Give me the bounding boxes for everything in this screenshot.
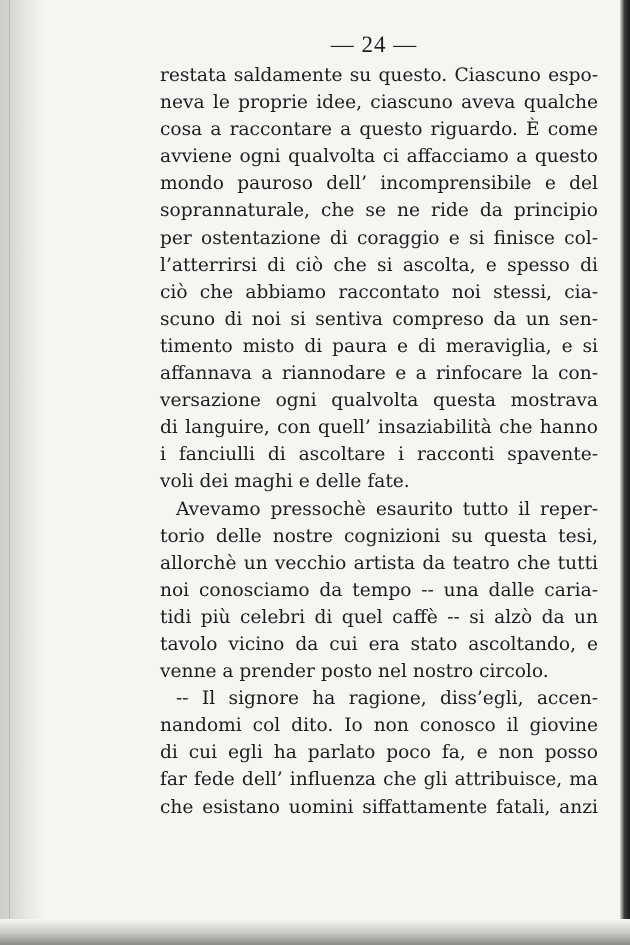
text-line: affannava a riannodare e a rinfocare la con- xyxy=(160,363,598,385)
text-line: di languire, con quell’ insaziabilità che hanno xyxy=(160,417,598,439)
text-line: scuno di noi si sentiva compreso da un sen- xyxy=(160,308,598,330)
page-right-edge xyxy=(620,0,630,945)
text-line: neva le proprie idee, ciascuno aveva qualche xyxy=(160,92,598,114)
text-line: soprannaturale, che se ne ride da principio xyxy=(160,200,598,222)
text-line: ciò che abbiamo raccontato noi stessi, cia- xyxy=(160,281,598,303)
text-line: venne a prender posto nel nostro circolo. xyxy=(160,661,549,683)
text-line: tavolo vicino da cui era stato ascoltando, e xyxy=(160,633,598,655)
text-line: nandomi col dito. Io non conosco il giovine xyxy=(160,715,598,737)
paragraph xyxy=(160,62,598,496)
gutter-fold-line xyxy=(9,0,10,945)
text-line: Avevamo pressochè esaurito tutto il reper- xyxy=(176,498,598,520)
paragraph xyxy=(160,685,598,820)
text-line: i fanciulli di ascoltare i racconti spavente- xyxy=(160,444,598,466)
text-line: cosa a raccontare a questo riguardo. È come xyxy=(160,119,598,141)
paragraph xyxy=(160,496,598,686)
text-line: avviene ogni qualvolta ci affacciamo a questo xyxy=(160,146,598,168)
page-bottom-edge xyxy=(0,919,630,945)
text-line: restata saldamente su questo. Ciascuno espo- xyxy=(160,65,598,86)
text-line: l’atterrirsi di ciò che si ascolta, e spesso di xyxy=(160,254,598,276)
text-line: allorchè un vecchio artista da teatro che tutti xyxy=(160,552,598,574)
text-line: di cui egli ha parlato poco fa, e non posso xyxy=(160,742,598,764)
text-line: per ostentazione di coraggio e si finisce col- xyxy=(160,227,598,249)
text-line: noi conosciamo da tempo -- una dalle caria- xyxy=(160,579,598,601)
page-gutter-shadow xyxy=(0,0,44,945)
text-line: mondo pauroso dell’ incomprensibile e del xyxy=(160,173,598,195)
text-line: che esistano uomini siffattamente fatali, anzi xyxy=(160,796,598,818)
page-number: — 24 — xyxy=(330,32,418,57)
text-line: -- Il signore ha ragione, diss’egli, accen- xyxy=(176,688,598,710)
text-line: far fede dell’ influenza che gli attribuisce, ma xyxy=(160,769,598,791)
text-line: torio delle nostre cognizioni su questa tesi, xyxy=(160,525,598,547)
text-line: timento misto di paura e di meraviglia, e si xyxy=(160,335,598,357)
text-line: tidi più celebri di quel caffè -- si alzò da un xyxy=(160,606,598,628)
text-line: versazione ogni qualvolta questa mostrava xyxy=(160,390,598,412)
text-line: voli dei maghi e delle fate. xyxy=(160,471,410,493)
body-text xyxy=(160,62,598,821)
